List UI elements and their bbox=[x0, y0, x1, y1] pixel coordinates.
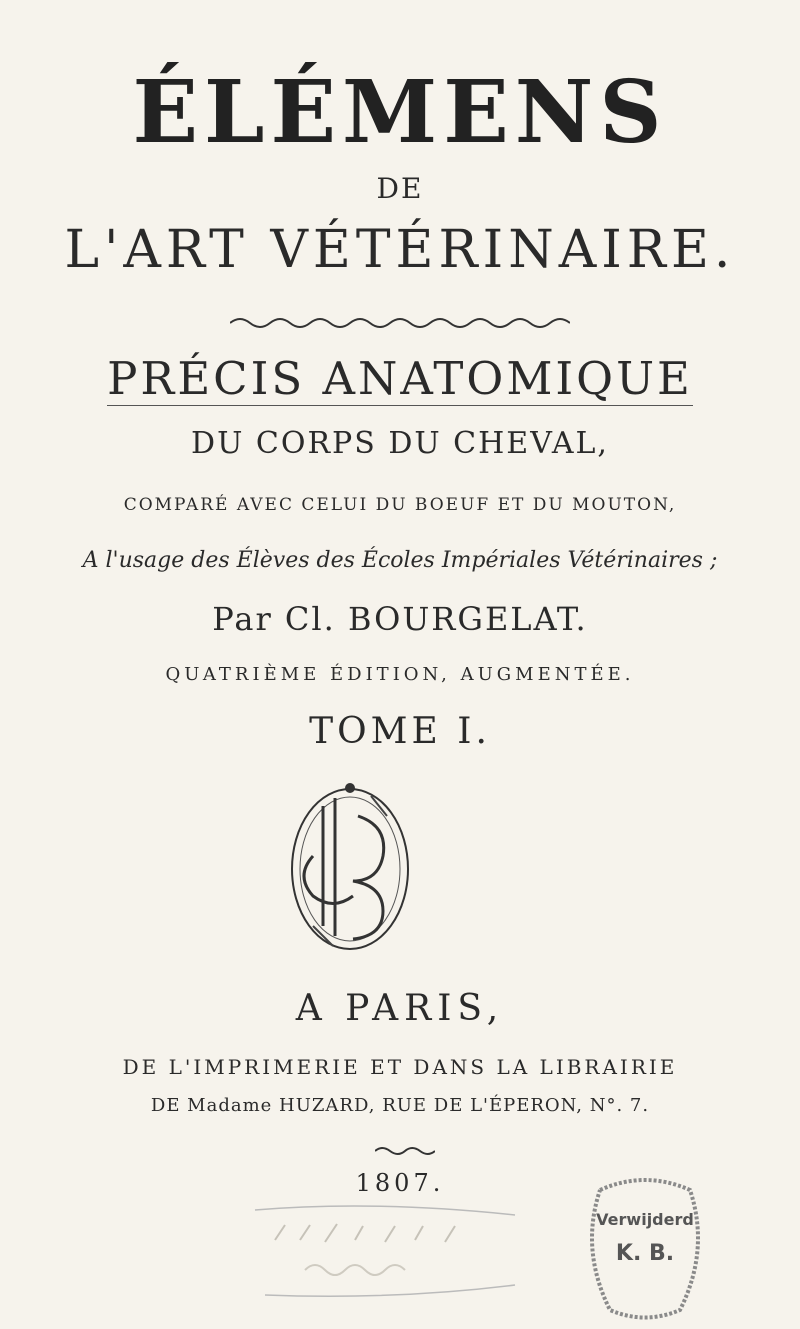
subtitle-line-3: COMPARÉ AVEC CELUI DU BOEUF ET DU MOUTON, bbox=[123, 495, 677, 515]
library-stamp-text bbox=[580, 1210, 710, 1266]
handwritten-mark bbox=[245, 1200, 535, 1300]
stamp-line-2: K. B. bbox=[615, 1241, 675, 1266]
edition: QUATRIÈME ÉDITION, AUGMENTÉE. bbox=[165, 664, 635, 685]
monogram-emblem-icon bbox=[283, 776, 417, 962]
author: Par Cl. BOURGELAT. bbox=[212, 600, 588, 638]
volume: TOME I. bbox=[309, 711, 491, 752]
subtitle-heading bbox=[0, 352, 800, 405]
title-connector: DE bbox=[376, 172, 424, 205]
imprint-year: 1807. bbox=[355, 1169, 445, 1197]
subtitle-heading-text: PRÉCIS ANATOMIQUE bbox=[107, 352, 693, 405]
stamp-line-1: Verwijderd bbox=[596, 1210, 694, 1229]
title-subject: L'ART VÉTÉRINAIRE. bbox=[64, 220, 736, 280]
main-title: ÉLÉMENS bbox=[132, 62, 668, 163]
subtitle-line-2: DU CORPS DU CHEVAL, bbox=[191, 426, 609, 461]
subtitle-line-4: A l'usage des Élèves des Écoles Impériales Vétérinaires ; bbox=[82, 548, 718, 573]
small-ornament bbox=[375, 1146, 435, 1156]
imprint-printer: DE L'IMPRIMERIE ET DANS LA LIBRAIRIE bbox=[122, 1055, 678, 1079]
imprint-city: A PARIS, bbox=[295, 988, 505, 1029]
ornamental-rule bbox=[230, 316, 570, 330]
imprint-address: DE Madame HUZARD, RUE DE L'ÉPERON, N°. 7. bbox=[150, 1095, 650, 1116]
